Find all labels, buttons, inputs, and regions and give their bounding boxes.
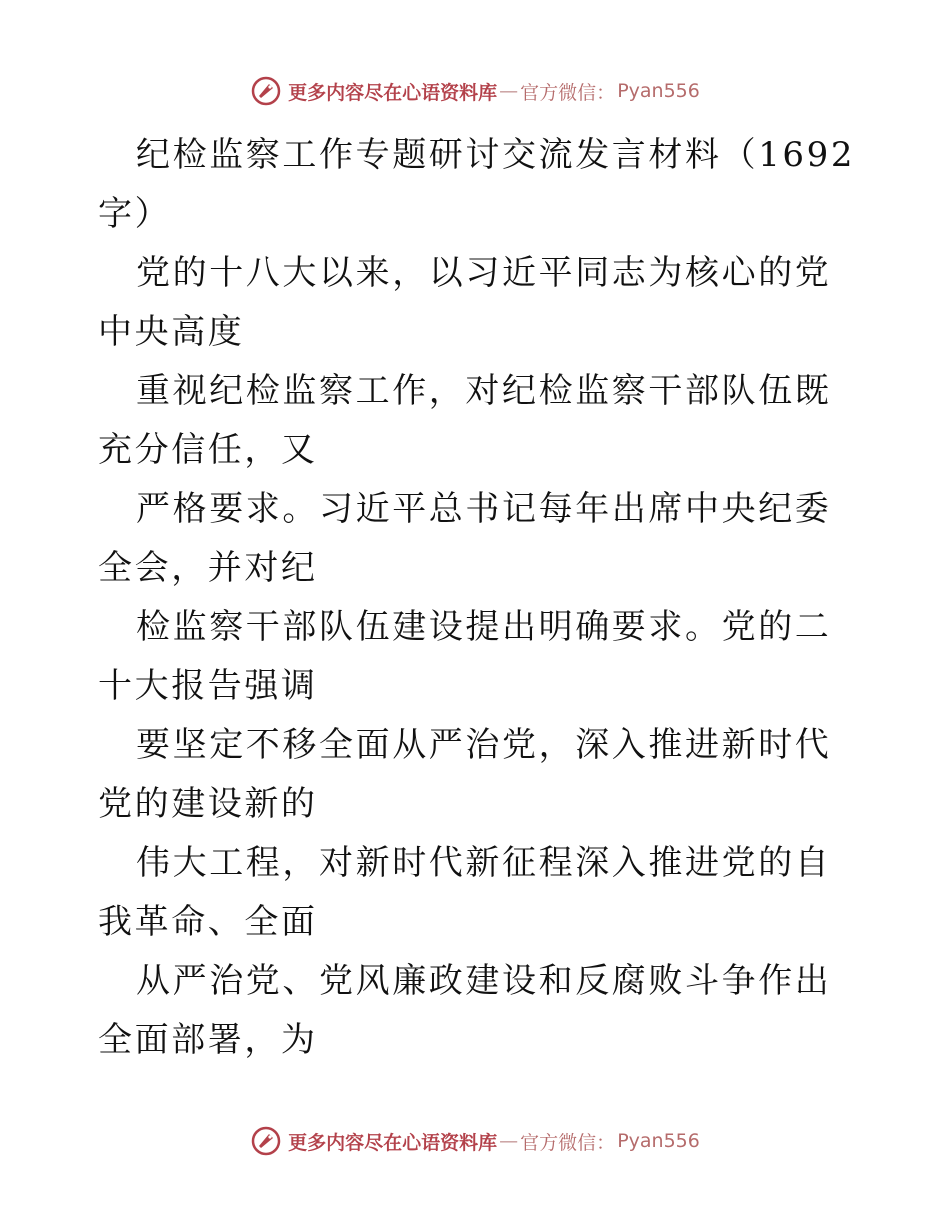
paragraph-line: 严格要求。习近平总书记每年出席中央纪委全 [98,489,832,588]
paragraph-line: 伟大工程，对新时代新征程深入推进党的自我革 [98,843,832,942]
banner-separator: — [499,80,519,102]
paragraph-line: 命、全面 [171,902,318,942]
banner-separator: — [499,1130,519,1152]
paragraph-line: 党的十八大以来，以习近平同志为核心的党中央 [98,253,832,352]
paragraph-line: 高度 [171,312,245,352]
title-line-2: 字） [98,194,172,234]
footer-banner [0,1121,950,1161]
banner-wechat-label: 官方微信： [520,81,616,104]
paragraph-line: 建设新的 [171,784,318,824]
paragraph-line: 重视纪检监察工作，对纪检监察干部队伍既充分 [98,371,832,470]
paragraph [98,480,858,598]
paragraph [98,244,858,362]
document-body [98,126,858,1070]
banner-brand: 更多内容尽在心语资料库 [288,81,498,104]
pen-nib-logo-icon [250,75,282,107]
paragraph [98,362,858,480]
banner-wechat-label: 官方微信： [520,1131,616,1154]
paragraph [98,834,858,952]
paragraph-line: 信任，又 [171,430,318,470]
paragraph-line: 会，并对纪 [134,548,318,588]
paragraph [98,716,858,834]
banner-handle: Pyan556 [617,1130,700,1152]
paragraph-line: 部署，为 [171,1020,318,1060]
banner-brand: 更多内容尽在心语资料库 [288,1131,498,1154]
paragraph-line: 检监察干部队伍建设提出明确要求。党的二十大 [98,607,832,706]
header-banner [0,71,950,111]
title-line-1: 纪检监察工作专题研讨交流发言材料（1692 [136,135,856,175]
paragraph [98,952,858,1070]
paragraph-line: 要坚定不移全面从严治党，深入推进新时代党的 [98,725,832,824]
pen-nib-logo-icon [250,1125,282,1157]
banner-handle: Pyan556 [617,80,700,102]
paragraph-line: 报告强调 [171,666,318,706]
paragraph [98,598,858,716]
document-title [98,126,858,244]
paragraph-line: 从严治党、党风廉政建设和反腐败斗争作出全面 [98,961,832,1060]
